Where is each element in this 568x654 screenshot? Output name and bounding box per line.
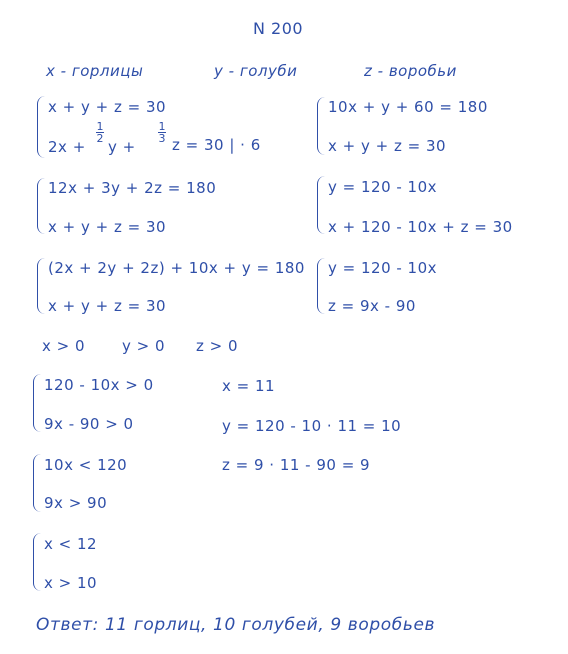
system1-line1: x + y + z = 30 (48, 98, 167, 116)
system-brace (37, 178, 45, 234)
system-brace (33, 454, 41, 512)
system1-line2-part2: y + (108, 138, 136, 156)
system3-line1: (2x + 2y + 2z) + 10x + y = 180 (48, 259, 305, 277)
system3-line2: x + y + z = 30 (48, 297, 167, 315)
variable-x-definition: x - горлицы (46, 62, 144, 80)
solution-y: y = 120 - 10 · 11 = 10 (222, 417, 402, 435)
condition-z: z > 0 (196, 337, 239, 355)
system-brace (33, 374, 41, 432)
system9-line1: x < 12 (44, 535, 98, 553)
system2-line2: x + y + z = 30 (48, 218, 167, 236)
final-answer: Ответ: 11 горлиц, 10 голубей, 9 воробьев (36, 615, 436, 635)
system1-line2-part1: 2x + (48, 138, 86, 156)
variable-y-definition: y - голуби (214, 62, 298, 80)
solution-z: z = 9 · 11 - 90 = 9 (222, 456, 371, 474)
condition-x: x > 0 (42, 337, 86, 355)
system9-line2: x > 10 (44, 574, 98, 592)
fraction-denominator: 3 (158, 132, 166, 145)
system-brace (37, 258, 45, 314)
system7-line2: 9x - 90 > 0 (44, 415, 134, 433)
fraction-one-half (96, 121, 104, 144)
system-brace (317, 97, 325, 155)
system2-line1: 12x + 3y + 2z = 180 (48, 179, 217, 197)
system-brace (317, 176, 325, 234)
system4-line1: 10x + y + 60 = 180 (328, 98, 488, 116)
fraction-one-third (158, 121, 166, 144)
system8-line1: 10x < 120 (44, 456, 128, 474)
problem-number: N 200 (253, 19, 304, 38)
condition-y: y > 0 (122, 337, 166, 355)
system7-line1: 120 - 10x > 0 (44, 376, 154, 394)
system6-line2: z = 9x - 90 (328, 297, 416, 315)
system4-line2: x + y + z = 30 (328, 137, 447, 155)
fraction-numerator: 1 (158, 120, 166, 133)
system5-line1: y = 120 - 10x (328, 178, 438, 196)
system1-line2-part3: z = 30 | · 6 (172, 136, 261, 154)
fraction-denominator: 2 (96, 132, 104, 145)
system-brace (317, 258, 325, 314)
system6-line1: y = 120 - 10x (328, 259, 438, 277)
variable-z-definition: z - воробьи (364, 62, 457, 80)
system8-line2: 9x > 90 (44, 494, 108, 512)
fraction-numerator: 1 (96, 120, 104, 133)
system-brace (37, 96, 45, 158)
system-brace (33, 533, 41, 591)
solution-x: x = 11 (222, 377, 276, 395)
system5-line2: x + 120 - 10x + z = 30 (328, 218, 513, 236)
